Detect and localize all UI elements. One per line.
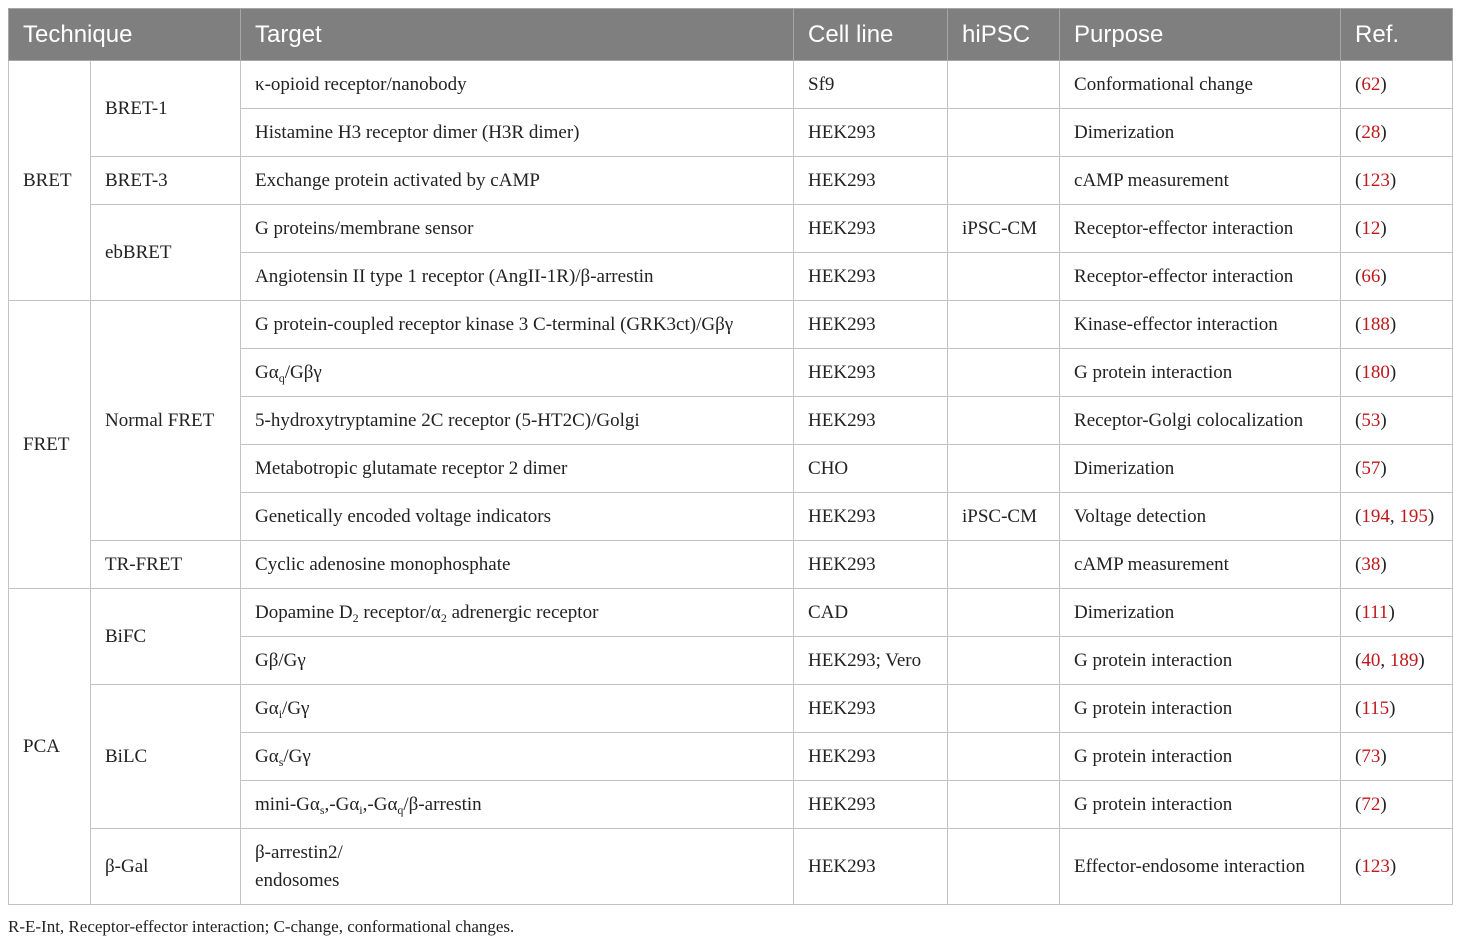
hipsc-cell <box>948 253 1060 301</box>
ref-cell: (53) <box>1341 397 1453 445</box>
ref-link[interactable]: 62 <box>1361 73 1381 95</box>
table-row <box>9 205 1453 253</box>
target-cell: Gβ/Gγ <box>241 637 794 685</box>
ref-link[interactable]: 115 <box>1361 697 1390 719</box>
ref-cell: (66) <box>1341 253 1453 301</box>
purpose-cell: Kinase-effector interaction <box>1060 301 1341 349</box>
target-cell: mini-$G\alpha_s,-G\alpha_i,-G\alpha_q/\beta$-arrestin <box>241 781 794 829</box>
subgroup-cell: BRET-3 <box>91 157 241 205</box>
target-cell: β-arrestin2/ endosomes <box>241 829 794 905</box>
cell-line-cell: HEK293 <box>794 829 948 905</box>
table-row <box>9 301 1453 349</box>
purpose-cell: Effector-endosome interaction <box>1060 829 1341 905</box>
cell-line-cell: HEK293 <box>794 397 948 445</box>
hipsc-cell <box>948 637 1060 685</box>
target-cell: 5-hydroxytryptamine 2C receptor (5-HT2C)/Golgi <box>241 397 794 445</box>
header-hipsc: hiPSC <box>948 9 1060 61</box>
target-cell: Genetically encoded voltage indicators <box>241 493 794 541</box>
purpose-cell: G protein interaction <box>1060 349 1341 397</box>
purpose-cell: cAMP measurement <box>1060 541 1341 589</box>
cell-line-cell: HEK293 <box>794 493 948 541</box>
ref-link[interactable]: 123 <box>1361 169 1390 191</box>
cell-line-cell: CAD <box>794 589 948 637</box>
cell-line-cell: HEK293 <box>794 205 948 253</box>
ref-cell: (123) <box>1341 157 1453 205</box>
table-footnote: R-E-Int, Receptor-effector interaction; C-change, conformational changes. <box>8 917 515 936</box>
ref-cell: (194, 195) <box>1341 493 1453 541</box>
ref-cell: (72) <box>1341 781 1453 829</box>
ref-cell: (57) <box>1341 445 1453 493</box>
ref-cell: (73) <box>1341 733 1453 781</box>
hipsc-cell <box>948 349 1060 397</box>
header-ref: Ref. <box>1341 9 1453 61</box>
purpose-cell: Dimerization <box>1060 589 1341 637</box>
subgroup-cell: TR-FRET <box>91 541 241 589</box>
ref-link[interactable]: 12 <box>1361 217 1381 239</box>
cell-line-cell: CHO <box>794 445 948 493</box>
ref-link[interactable]: 180 <box>1361 361 1390 383</box>
target-cell: G proteins/membrane sensor <box>241 205 794 253</box>
purpose-cell: Conformational change <box>1060 61 1341 109</box>
hipsc-cell <box>948 781 1060 829</box>
ref-link[interactable]: 28 <box>1361 121 1381 143</box>
target-cell: Angiotensin II type 1 receptor (AngII-1R)/β-arrestin <box>241 253 794 301</box>
hipsc-cell <box>948 541 1060 589</box>
purpose-cell: Receptor-Golgi colocalization <box>1060 397 1341 445</box>
ref-cell: (28) <box>1341 109 1453 157</box>
hipsc-cell <box>948 445 1060 493</box>
ref-link[interactable]: 195 <box>1399 505 1428 527</box>
table-row <box>9 829 1453 905</box>
purpose-cell: G protein interaction <box>1060 733 1341 781</box>
subgroup-cell: β-Gal <box>91 829 241 905</box>
ref-link[interactable]: 72 <box>1361 793 1381 815</box>
hipsc-cell <box>948 157 1060 205</box>
target-cell: $G\alpha_s/G\gamma$ <box>241 733 794 781</box>
target-cell: $G\alpha_q$/Gβγ <box>241 349 794 397</box>
ref-cell: (111) <box>1341 589 1453 637</box>
purpose-cell: Receptor-effector interaction <box>1060 205 1341 253</box>
ref-cell: (40, 189) <box>1341 637 1453 685</box>
subgroup-cell: BiFC <box>91 589 241 685</box>
cell-line-cell: HEK293 <box>794 253 948 301</box>
hipsc-cell <box>948 733 1060 781</box>
cell-line-cell: HEK293 <box>794 541 948 589</box>
ref-cell: (12) <box>1341 205 1453 253</box>
purpose-cell: G protein interaction <box>1060 637 1341 685</box>
target-cell: Cyclic adenosine monophosphate <box>241 541 794 589</box>
hipsc-cell: iPSC-CM <box>948 205 1060 253</box>
group-cell: PCA <box>9 589 91 905</box>
hipsc-cell <box>948 109 1060 157</box>
header-purpose: Purpose <box>1060 9 1341 61</box>
table-wrapper <box>8 8 1452 905</box>
header-target: Target <box>241 9 794 61</box>
hipsc-cell <box>948 685 1060 733</box>
purpose-cell: Receptor-effector interaction <box>1060 253 1341 301</box>
ref-link[interactable]: 38 <box>1361 553 1381 575</box>
ref-cell: (180) <box>1341 349 1453 397</box>
cell-line-cell: HEK293 <box>794 157 948 205</box>
header-row <box>9 9 1453 61</box>
target-cell: $G\alpha_i/G\gamma$ <box>241 685 794 733</box>
subgroup-cell: Normal FRET <box>91 301 241 541</box>
ref-link[interactable]: 189 <box>1389 649 1419 671</box>
header-cell-line: Cell line <box>794 9 948 61</box>
target-cell: Histamine H3 receptor dimer (H3R dimer) <box>241 109 794 157</box>
techniques-table <box>8 8 1453 905</box>
ref-link[interactable]: 194 <box>1361 505 1390 527</box>
group-cell: BRET <box>9 61 91 301</box>
table-row <box>9 541 1453 589</box>
purpose-cell: cAMP measurement <box>1060 157 1341 205</box>
purpose-cell: Dimerization <box>1060 109 1341 157</box>
ref-cell: (115) <box>1341 685 1453 733</box>
ref-cell: (188) <box>1341 301 1453 349</box>
purpose-cell: G protein interaction <box>1060 685 1341 733</box>
subgroup-cell: BiLC <box>91 685 241 829</box>
hipsc-cell: iPSC-CM <box>948 493 1060 541</box>
cell-line-cell: HEK293; Vero <box>794 637 948 685</box>
hipsc-cell <box>948 829 1060 905</box>
target-cell: Metabotropic glutamate receptor 2 dimer <box>241 445 794 493</box>
cell-line-cell: Sf9 <box>794 61 948 109</box>
ref-link[interactable]: 111 <box>1361 601 1389 623</box>
ref-link[interactable]: 188 <box>1361 313 1390 335</box>
hipsc-cell <box>948 61 1060 109</box>
cell-line-cell: HEK293 <box>794 685 948 733</box>
purpose-cell: Voltage detection <box>1060 493 1341 541</box>
target-cell: Exchange protein activated by cAMP <box>241 157 794 205</box>
purpose-cell: Dimerization <box>1060 445 1341 493</box>
target-cell: G protein-coupled receptor kinase 3 C-terminal (GRK3ct)/Gβγ <box>241 301 794 349</box>
subgroup-cell: ebBRET <box>91 205 241 301</box>
hipsc-cell <box>948 589 1060 637</box>
ref-link[interactable]: 57 <box>1361 457 1381 479</box>
ref-link[interactable]: 66 <box>1361 265 1381 287</box>
header-technique: Technique <box>9 9 241 61</box>
ref-cell: (38) <box>1341 541 1453 589</box>
cell-line-cell: HEK293 <box>794 109 948 157</box>
table-row <box>9 685 1453 733</box>
ref-cell: (62) <box>1341 61 1453 109</box>
table-row <box>9 157 1453 205</box>
ref-link[interactable]: 123 <box>1361 855 1390 877</box>
cell-line-cell: HEK293 <box>794 301 948 349</box>
purpose-cell: G protein interaction <box>1060 781 1341 829</box>
hipsc-cell <box>948 397 1060 445</box>
table-row <box>9 589 1453 637</box>
subgroup-cell: BRET-1 <box>91 61 241 157</box>
cell-line-cell: HEK293 <box>794 349 948 397</box>
ref-link[interactable]: 40 <box>1361 649 1381 671</box>
ref-cell: (123) <box>1341 829 1453 905</box>
hipsc-cell <box>948 301 1060 349</box>
ref-link[interactable]: 73 <box>1361 745 1381 767</box>
group-cell: FRET <box>9 301 91 589</box>
cell-line-cell: HEK293 <box>794 781 948 829</box>
target-cell: Dopamine $D_2$ receptor/$\alpha_2$ adrenergic receptor <box>241 589 794 637</box>
table-row <box>9 61 1453 109</box>
target-cell: κ-opioid receptor/nanobody <box>241 61 794 109</box>
cell-line-cell: HEK293 <box>794 733 948 781</box>
ref-link[interactable]: 53 <box>1361 409 1381 431</box>
